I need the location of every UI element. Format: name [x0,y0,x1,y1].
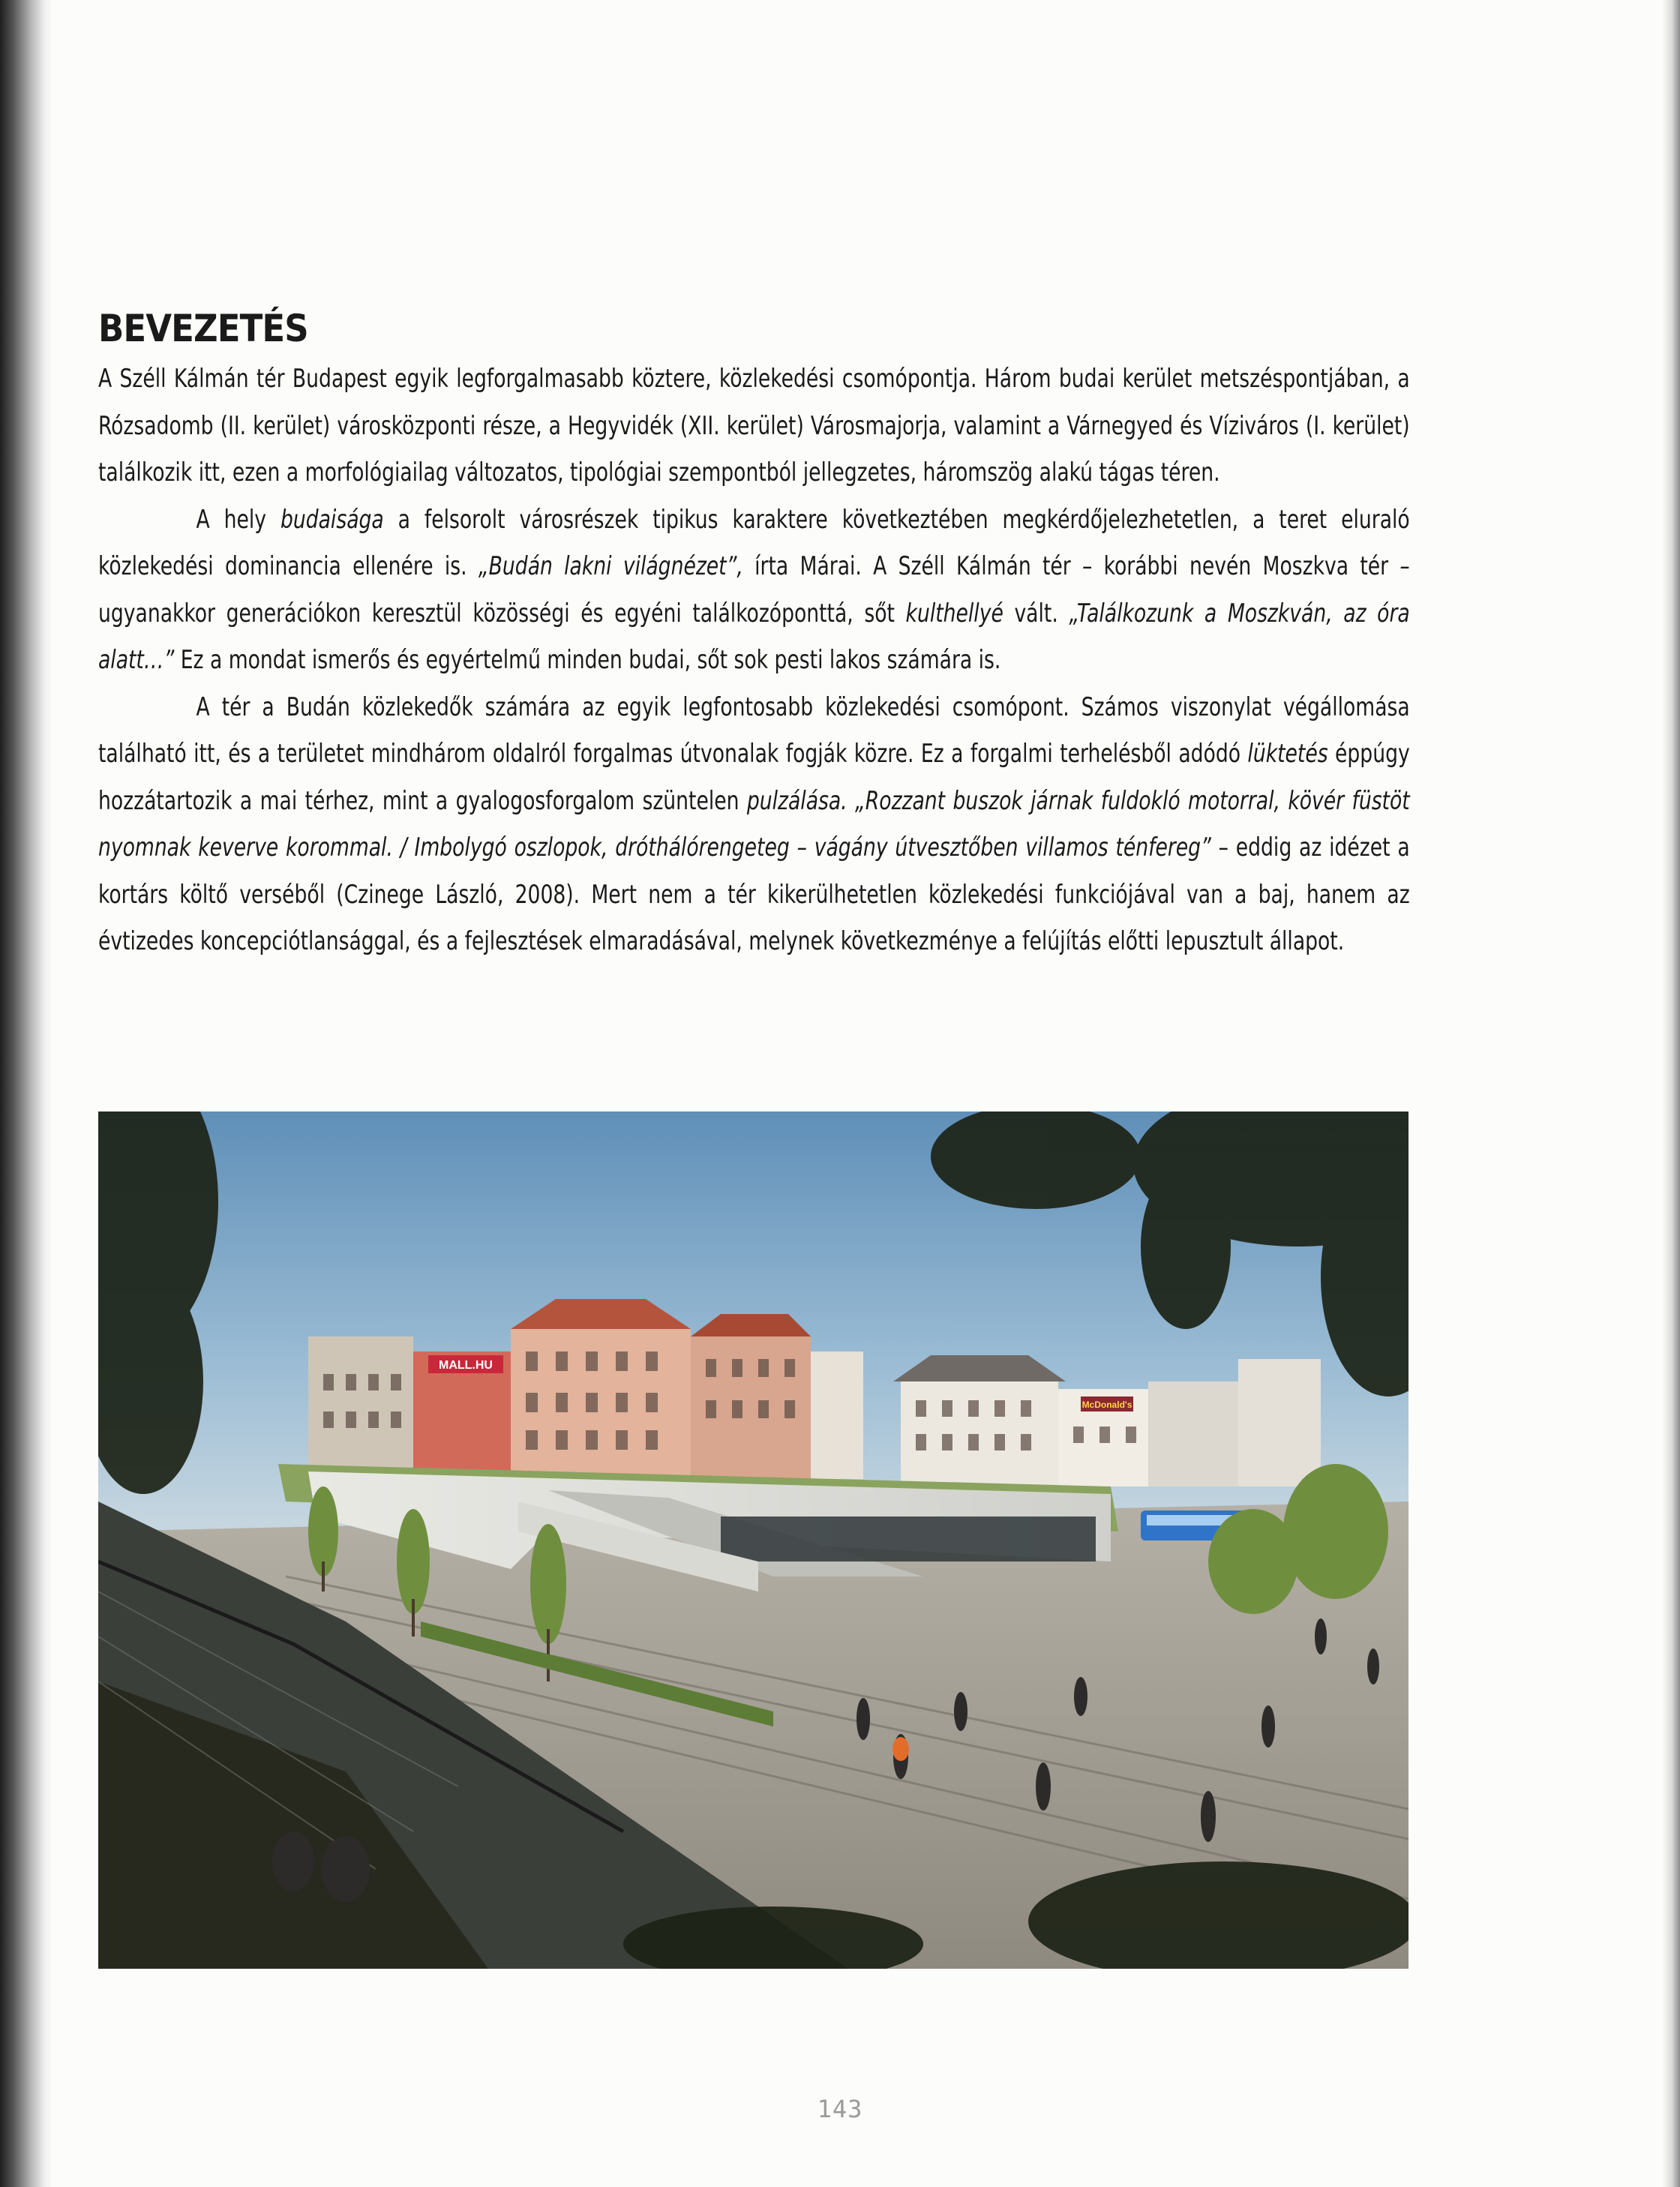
section-heading: BEVEZETÉS [98,307,308,350]
p2-text-a: A hely [196,504,280,535]
p2-text-i: Ez a mondat ismerős és egyértelmű minden budai, sőt sok pesti lakos számára is. [174,645,1001,675]
p3-poem-quote: „Rozzant buszok járnak fuldokló motorral, kövér füstöt nyomnak keverve korommal. / Imbolygó oszlopok, dróthálórengeteg – vágány útvesztőben villamos ténfereg” [98,785,1410,862]
article-text [98,302,1411,965]
p2-text-g: vált. [1003,598,1070,628]
paragraph-3 [98,684,1410,965]
paragraph-1: A Széll Kálmán tér Budapest egyik legforgalmasabb köztere, közlekedési csomópontja. Három budai kerület metszéspontjában, a Rózsadomb (II. kerület) városközponti része, a Hegyvidék (XII. kerület) Városmajorja, valamint a Várnegyed és Víziváros (I. kerület) találkozik itt, ezen a morfológiailag változatos, tipológiai szempontból jellegzetes, háromszög alakú tágas téren. [98,364,1410,488]
book-gutter-shadow [0,0,52,2187]
p2-quote-moszkva: „Találkozunk a Moszkván, az óra alatt…” [98,598,1410,675]
sign-mcdonalds: McDonald's [1082,1400,1132,1410]
p3-italic-pulzalasa: pulzálása. [746,785,848,816]
page-number: 143 [817,2095,863,2123]
p3-italic-lukteles: lüktetés [1247,739,1328,769]
sign-mall: MALL.HU [439,1359,493,1372]
paragraph-2 [98,496,1410,684]
square-photograph [98,1112,1408,1969]
page-edge-shadow [1662,0,1680,2187]
p3-text-e [848,786,855,816]
p2-italic-budaisaga: budaisága [280,504,384,535]
p2-text-e: írta Márai. A Széll Kálmán tér – korábbi nevén Moszkva tér – ugyanakkor generációkon keresztül közösségi és egyéni találkozóponttá, sőt [98,551,1410,628]
p3-text-a: A tér a Budán közlekedők számára az egyik legfontosabb közlekedési csomópont. Számos viszonylat végállomása található itt, és a területet mindhárom oldalról forgalmas útvonalak fogják közre. Ez a forgalmi terhelésből adódó [98,692,1410,769]
p2-text-c: a felsorolt városrészek tipikus karaktere következtében megkérdőjelezhetetlen, a teret eluraló közlekedési dominancia ellenére is. [98,504,1410,581]
p3-text-g: – eddig az idézet a kortárs költő verséből (Czinege László, 2008). Mert nem a tér kikerülhetetlen közlekedési funkciójával van a baj, hanem az évtizedes koncepciótlansággal, és a fejlesztések elmaradásával, melynek következménye a felújítás előtti lepusztult állapot. [98,832,1410,956]
p3-text-c: éppúgy hozzátartozik a mai térhez, mint a gyalogosforgalom szüntelen [98,739,1410,816]
p2-italic-kulthely: kulthellyé [905,598,1004,628]
p2-quote-marai: „Budán lakni világnézet”, [478,551,743,581]
